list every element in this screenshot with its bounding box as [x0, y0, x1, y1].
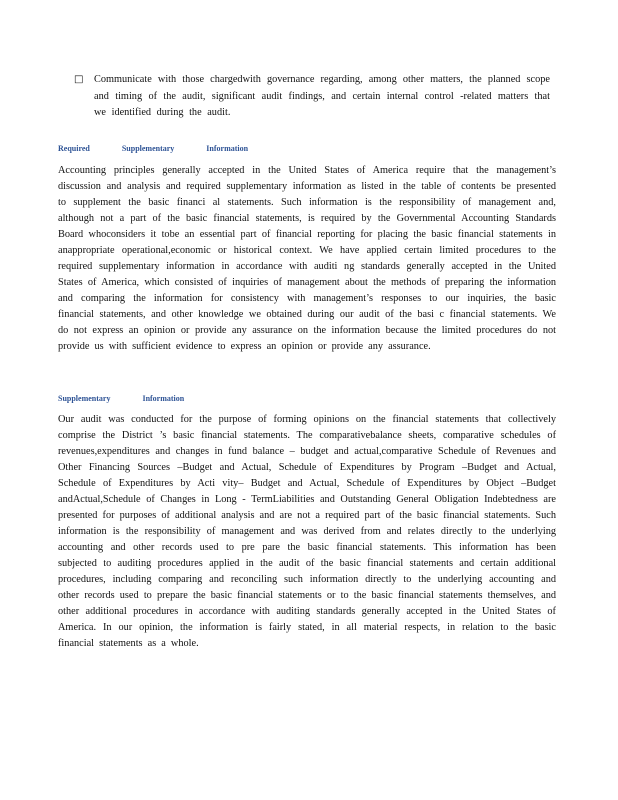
paragraph-supplementary: Our audit was conducted for the purpose of forming opinions on the financial statements that collectively comprise the District ’s basic financial statements. The comparativebalance sheets, comparative schedules of revenues,expenditures and changes in fund balance – budget and actual,comparative Schedule of Revenues and Other Financing Sources –Budget and Actual, Schedule of Expenditures by Program –Budget and Actual, Schedule of Expenditures by Acti vity– Budget and Actual, Schedule of Expenditures by Object –Budget andActual,Schedule of Changes in Long - TermLiabilities and Outstanding General Obligation Indebtedness are presented for purposes of additional analysis and are not a required part of the basic financial statements. Such information is the responsibility of management and was derived from and relates directly to the underlying accounting and other records used to pre pare the basic financial statements. This information has been subjected to auditing procedures applied in the audit of the basic financial statements and certain additional procedures, including comparing and reconciling such information directly to the underlying accounting and other records used to prepare the basic financial statements or to the basic financial statements themselves, and other additional procedures in accordance with auditing standards generally accepted in the United States of America. In our opinion, the information is fairly stated, in all material respects, in relation to the basic financial statements as a whole.	[58, 414, 556, 649]
paragraph-required-supplementary: Accounting principles generally accepted in the United States of America require that the management’s discussion and analysis and required supplementary information as listed in the table of contents be presented to supplement the basic financi al statements. Such information is the responsibility of management and, although not a part of the basic financial statements, is required by the Governmental Accounting Standards Board whoconsiders it tobe an essential part of financial reporting for placing the basic financial statements in anappropriate operational,economic or historical context. We have applied certain limited procedures to the required supplementary information in accordance with auditi ng standards generally accepted in the United States of America, which consisted of inquiries of management about the methods of preparing the information and comparing the information for consistency with management’s responses to our inquiries, the basic financial statements, and other knowledge we obtained during our audit of the basi c financial statements. We do not express an opinion or provide any assurance on the information because the limited procedures do not provide us with sufficient evidence to express an opinion or provide any assurance.	[58, 165, 556, 352]
section-heading-required-supplementary: Required Supplementary Information	[58, 144, 249, 153]
section-heading-supplementary: Supplementary Information	[58, 394, 185, 403]
bullet-item	[74, 72, 554, 122]
bullet-text: Communicate with those chargedwith governance regarding, among other matters, the planned scope and timing of the audit, significant audit findings, and certain internal control -related matters that we identified during the audit.	[94, 74, 550, 118]
bullet-icon: □	[74, 74, 84, 85]
